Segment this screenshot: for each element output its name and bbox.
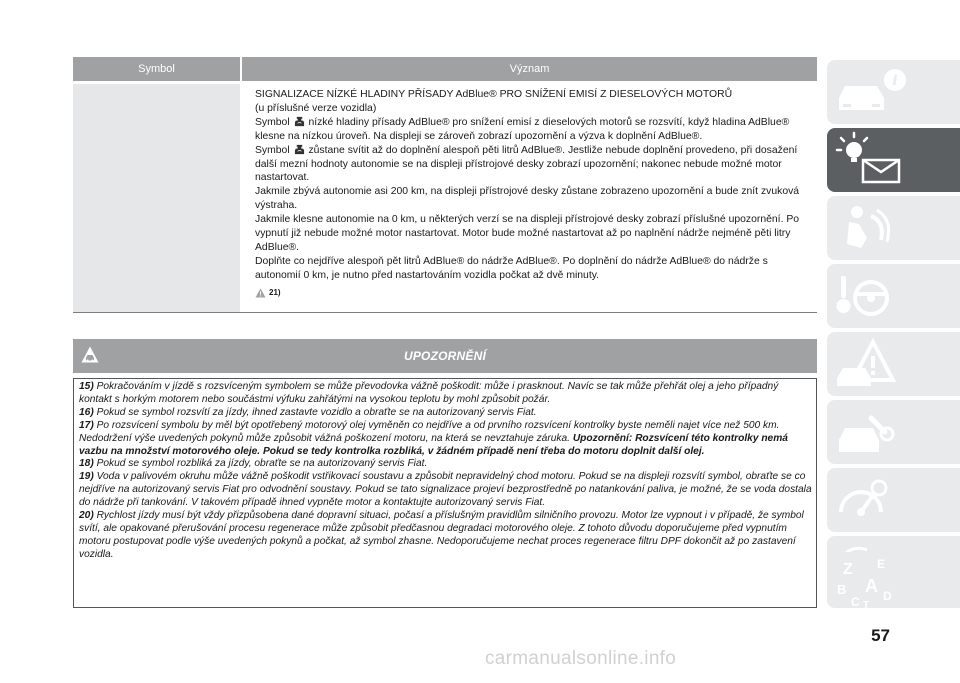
row-paragraph-3: Jakmile zbývá autonomie asi 200 km, na displeji přístrojové desky zůstane zobrazeno upozornění a bude znít zvuková výstraha. bbox=[255, 186, 800, 212]
warning-header bbox=[73, 339, 817, 373]
row-title: SIGNALIZACE NÍZKÉ HLADINY PŘÍSADY AdBlue® PRO SNÍŽENÍ EMISÍ Z DIESELOVÝCH MOTORŮ bbox=[255, 89, 733, 100]
tab-car-info[interactable] bbox=[827, 60, 960, 124]
warning-reference[interactable] bbox=[255, 286, 815, 300]
table-divider bbox=[73, 312, 817, 313]
warning-item: 18) Pokud se symbol rozbliká za jízdy, obraťte se na autorizovaný servis Fiat. bbox=[79, 458, 428, 470]
svg-text:E: E bbox=[877, 557, 886, 571]
warning-item: 19) Voda v palivovém okruhu může vážně poškodit vstřikovací soustavu a způsobit nepravidelný chod motoru. Pokud se na displeji rozsvítí symbol, obraťte se co nejdříve na autorizovaný servis Fiat pro odvodnění soustavy. Pokud se tato signalizace projeví bezprostředně po natankování paliva, je možné, že se voda dostala do nádrže při tankování. V takovém případě ihned vypněte motor a kontaktujte autorizovaný servis Fiat. bbox=[79, 471, 812, 509]
warning-title: UPOZORNĚNÍ bbox=[403, 349, 486, 363]
tab-index[interactable] bbox=[827, 552, 960, 608]
warning-light-envelope-icon bbox=[827, 128, 960, 192]
car-info-icon bbox=[827, 60, 960, 124]
svg-text:A: A bbox=[865, 576, 878, 596]
warning-triangle-icon bbox=[255, 288, 266, 298]
car-warning-icon bbox=[80, 345, 100, 365]
row-variant: (u příslušné verze vozidla) bbox=[255, 102, 377, 114]
page-number: 57 bbox=[871, 626, 890, 645]
tab-technical-data[interactable] bbox=[827, 468, 960, 532]
warning-triangle-car-icon bbox=[827, 332, 960, 396]
seat-airbag-icon bbox=[827, 196, 960, 260]
warning-item: 20) Rychlost jízdy musí být vždy přizpůsobena dané dopravní situaci, počasí a příslušným pravidlům silničního provozu. Motor lze vypnout i v případě, že symbol svítí, ale opakované přerušování procesu regenerace může způsobit předčasnou degradaci motorového oleje. Z tohoto důvodu doporučujeme před vypnutím motoru postupovat podle výše uvedených pokynů a počkat, až symbol zhasne. Nedoporučujeme nechat proces regenerace filtru DPF dokončit až po zastavení vozidla. bbox=[79, 510, 804, 560]
gauge-specs-icon bbox=[827, 468, 960, 532]
svg-text:C: C bbox=[851, 595, 860, 608]
tab-warning-lights[interactable] bbox=[827, 128, 960, 192]
svg-text:Z: Z bbox=[843, 561, 853, 578]
key-steering-wheel-icon bbox=[827, 264, 960, 328]
meaning-cell bbox=[255, 88, 815, 300]
watermark: carmanualsonline.info bbox=[485, 648, 677, 669]
alphabet-index-icon bbox=[827, 552, 960, 608]
svg-text:B: B bbox=[837, 582, 847, 597]
svg-text:T: T bbox=[863, 600, 870, 608]
table-header bbox=[73, 57, 817, 81]
svg-text:D: D bbox=[883, 589, 892, 603]
tab-maintenance[interactable] bbox=[827, 400, 960, 464]
warning-item: 15) Pokračováním v jízdě s rozsvíceným symbolem se může převodovka vážně poškodit: může i prasknout. Navíc se tak může přehřát olej a jeho případný kontakt s horkým motorem nebo součástmi výfuku zahřátými na vysokou teplotu by mohl způsobit požár. bbox=[79, 381, 779, 405]
adblue-symbol-icon bbox=[294, 144, 305, 155]
car-wrench-icon bbox=[827, 400, 960, 464]
adblue-symbol-icon bbox=[294, 116, 305, 127]
row-paragraph-1: Symbol nízké hladiny přísady AdBlue® pro snížení emisí z dieselových motorů se rozsvítí, když hladina AdBlue® klesne na nízkou úroveň. Na displeji se zároveň zobrazí upozornění a výzva k doplnění AdBlue®. bbox=[255, 116, 790, 142]
warning-list bbox=[79, 381, 812, 562]
column-header-symbol: Symbol bbox=[73, 57, 242, 81]
tab-safety[interactable] bbox=[827, 196, 960, 260]
row-paragraph-5: Doplňte co nejdříve alespoň pět litrů AdBlue® do nádrže AdBlue®. Po doplnění do nádrže AdBlue® do nádrže s autonomií 0 km, je nutno před nastartováním vozidla počkat až dvě minuty. bbox=[255, 255, 768, 281]
svg-text:i: i bbox=[892, 73, 898, 89]
row-paragraph-4: Jakmile klesne autonomie na 0 km, u některých verzí se na displeji přístrojové desky zobrazí příslušné upozornění. Po vypnutí již nebude možné motor nastartovat. Motor bude možné nastartovat až po naplnění nádrže nejméně pěti litry AdBlue®. bbox=[255, 214, 800, 253]
symbol-cell bbox=[73, 84, 240, 312]
tab-emergency[interactable] bbox=[827, 332, 960, 396]
column-header-meaning: Význam bbox=[509, 63, 550, 75]
warning-item: 17) Po rozsvícení symbolu by měl být opotřebený motorový olej vyměněn co nejdříve a od prvního rozsvícení kontrolky byste neměli najet více než 500 km. Nedodržení výše uvedených pokynů může způsobit vážná poškození motoru, na která se nevztahuje záruka. Upozornění: Rozsvícení této kontrolky nemá vazbu na množství motorového oleje. Pokud se tedy kontrolka rozbliká, v žádném případě není třeba do motoru doplnit další olej. bbox=[79, 419, 788, 457]
reference-number: 21) bbox=[269, 287, 281, 297]
tab-start-driving[interactable] bbox=[827, 264, 960, 328]
row-paragraph-2: Symbol zůstane svítit až do doplnění alespoň pěti litrů AdBlue®. Jestliže nebude doplnění provedeno, při dosažení další mezní hodnoty autonomie se na displeji přístrojové desky zobrazí upozornění; nakonec nebude možné motor nastartovat. bbox=[255, 144, 798, 184]
warning-item: 16) Pokud se symbol rozsvítí za jízdy, ihned zastavte vozidlo a obraťte se na autorizovaný servis Fiat. bbox=[79, 406, 537, 418]
